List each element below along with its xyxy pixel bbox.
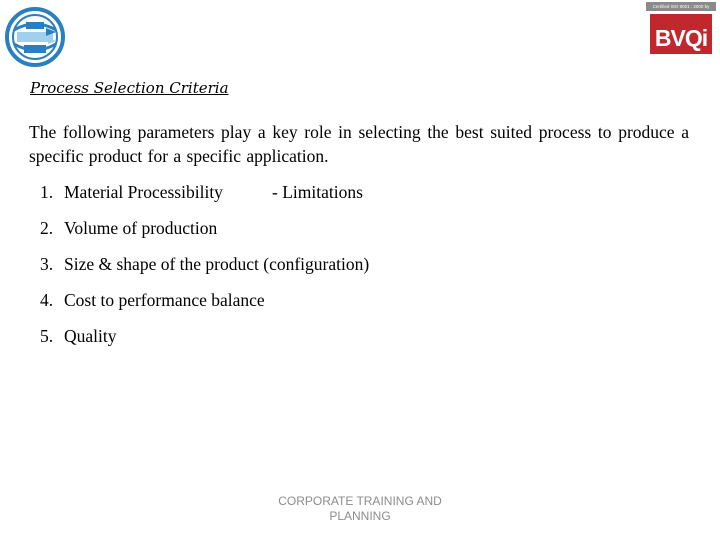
list-item [40,180,369,216]
list-item [40,216,369,252]
list-item [40,324,369,360]
list-item [40,252,369,288]
list-item-text: Size & shape of the product (configuration) [64,254,370,274]
footer-line-1: CORPORATE TRAINING AND [278,494,442,508]
cipet-logo [2,6,68,68]
list-item-number: 4. [40,290,54,310]
list-item-text: Cost to performance balance [64,290,265,310]
footer [260,494,460,524]
list-item-number: 3. [40,254,54,274]
list-item-number: 2. [40,218,54,238]
page-title: Process Selection Criteria [30,79,229,97]
bvqi-brand-text: BVQi [654,25,708,51]
list-item-note: - Limitations [272,182,363,202]
cipet-logo-icon [2,6,68,68]
list-item-text: Volume of production [64,218,218,238]
intro-paragraph: The following parameters play a key role in selecting the best suited process to produce a specific product for a specific application. [29,122,689,166]
criteria-list [40,180,369,360]
certification-text: Certified ISO 9001 : 2000 by [646,2,716,11]
list-item-text: Material Processibility [64,182,223,202]
list-item-number: 1. [40,182,54,202]
list-item-number: 5. [40,326,54,346]
footer-line-2: PLANNING [329,509,391,523]
list-item-text: Quality [64,326,117,346]
bvqi-badge [650,14,712,54]
list-item [40,288,369,324]
bvqi-logo [646,2,716,54]
